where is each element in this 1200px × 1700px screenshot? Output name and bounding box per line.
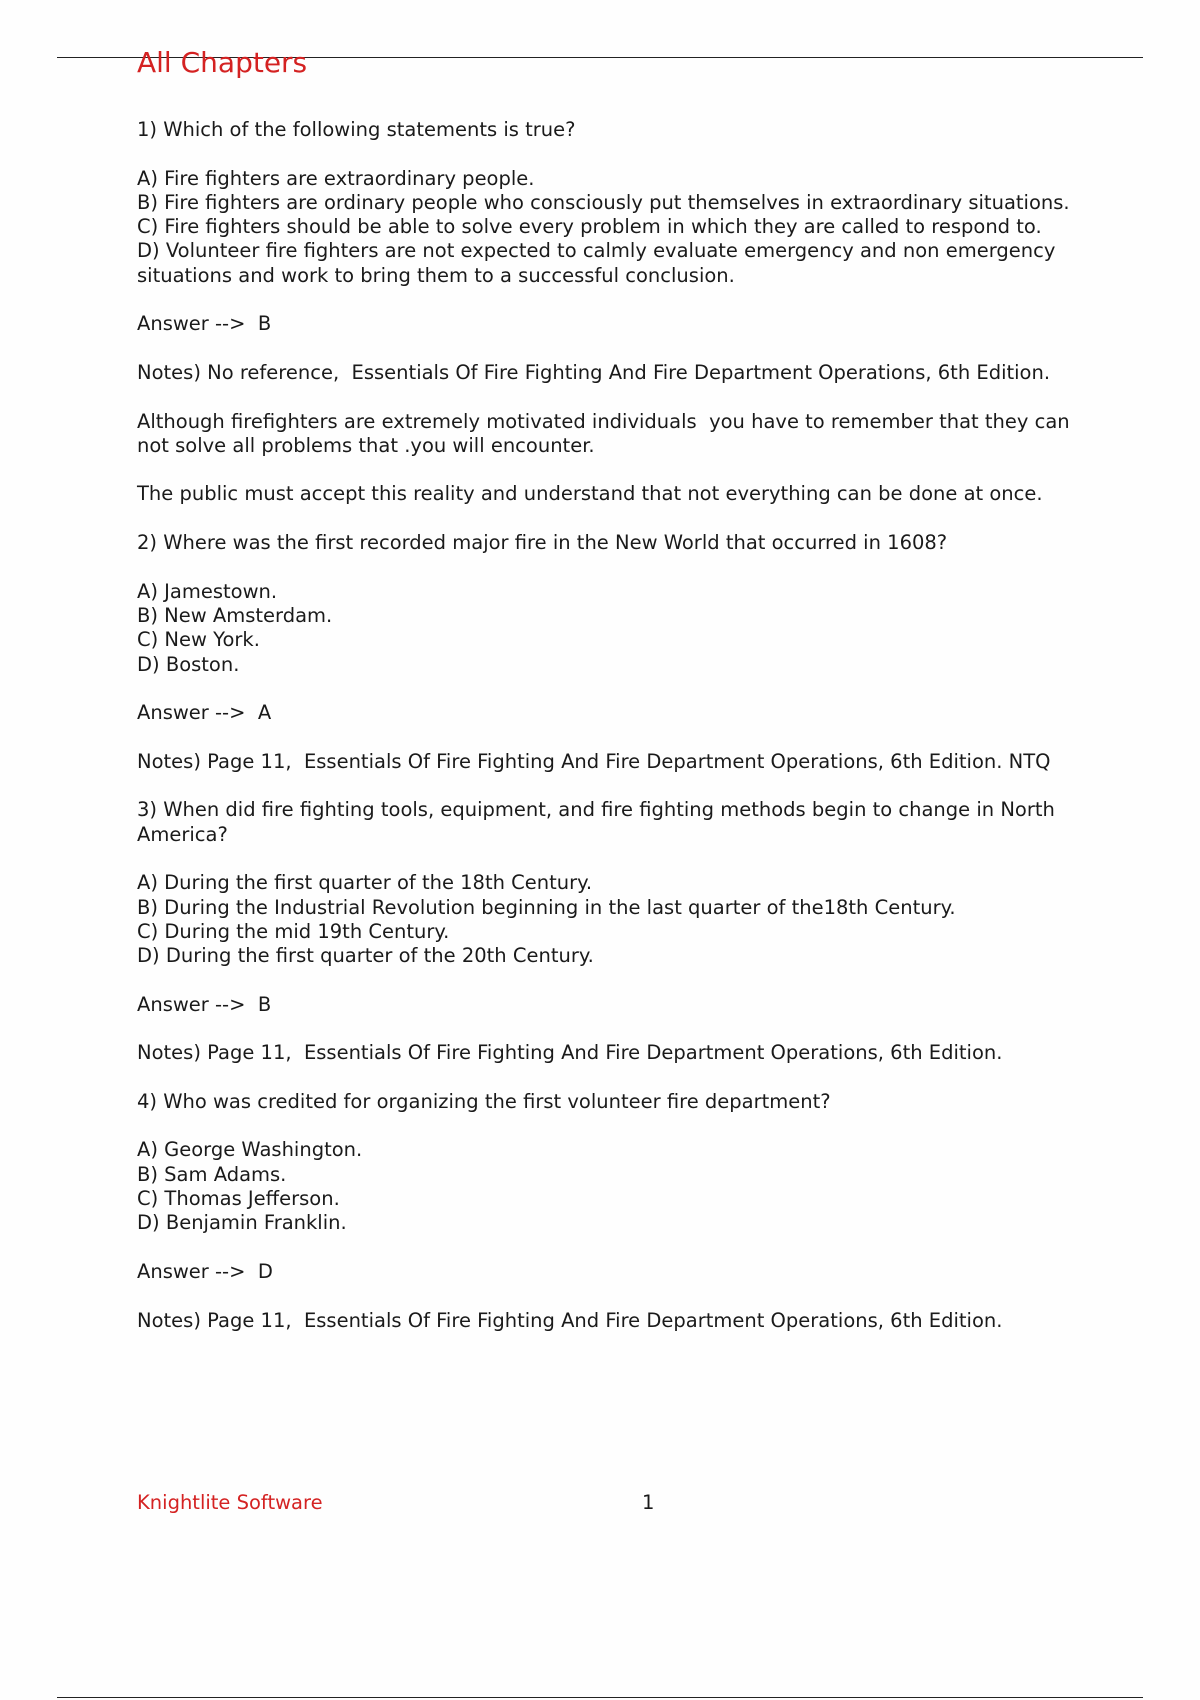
question-4-options [137,1138,1077,1235]
question-3-options [137,871,1077,968]
question-4-option-d: D) Benjamin Franklin. [137,1211,347,1235]
footer-rule [57,1697,1143,1698]
question-4-option-c: C) Thomas Jefferson. [137,1187,340,1211]
page-title: All Chapters [137,46,308,79]
question-1-notes: Notes) No reference, Essentials Of Fire Fighting And Fire Department Operations, 6th Edition. [137,360,1051,384]
question-3-option-c: C) During the mid 19th Century. [137,919,450,943]
question-4-option-b: B) Sam Adams. [137,1162,287,1186]
page-number: 1 [642,1491,655,1514]
question-3-notes: Notes) Page 11, Essentials Of Fire Fighting And Fire Department Operations, 6th Edition. [137,1041,1003,1065]
question-1-options [137,167,1077,288]
question-1-explanation-2: The public must accept this reality and understand that not everything can be done at once. [137,482,1043,506]
question-4-option-a: A) George Washington. [137,1138,363,1162]
question-2-option-d: D) Boston. [137,652,240,676]
question-3-text: 3) When did fire fighting tools, equipment, and fire fighting methods begin to change in North America? [137,798,1055,846]
question-1-option-c: C) Fire fighters should be able to solve every problem in which they are called to respond to. [137,215,1042,239]
question-2-notes: Notes) Page 11, Essentials Of Fire Fighting And Fire Department Operations, 6th Edition. NTQ [137,749,1051,773]
question-3-option-a: A) During the first quarter of the 18th Century. [137,871,593,895]
question-1-option-d: D) Volunteer fire fighters are not expected to calmly evaluate emergency and non emergency situations and work to bring them to a successful conclusion. [137,239,1056,287]
question-3-option-b: B) During the Industrial Revolution beginning in the last quarter of the18th Century. [137,895,956,919]
question-1-option-a: A) Fire fighters are extraordinary people. [137,166,535,190]
question-1-text: 1) Which of the following statements is true? [137,118,576,141]
question-2-text: 2) Where was the first recorded major fire in the New World that occurred in 1608? [137,531,948,555]
footer-brand: Knightlite Software [137,1491,323,1514]
question-2-answer: Answer --> A [137,701,272,725]
question-4-notes: Notes) Page 11, Essentials Of Fire Fighting And Fire Department Operations, 6th Edition. [137,1308,1003,1332]
question-4-answer: Answer --> D [137,1259,273,1283]
questions-body [137,118,1077,1357]
question-2-option-a: A) Jamestown. [137,579,278,603]
question-1-answer: Answer --> B [137,312,272,336]
question-3-option-d: D) During the first quarter of the 20th Century. [137,944,594,968]
question-2-options [137,580,1077,677]
question-1-option-b: B) Fire fighters are ordinary people who consciously put themselves in extraordinary situations. [137,190,1070,214]
question-1-explanation-1: Although firefighters are extremely motivated individuals you have to remember that they can not solve all problems that .you will encounter. [137,409,1076,457]
question-2-option-b: B) New Amsterdam. [137,603,333,627]
question-2-option-c: C) New York. [137,628,260,652]
question-3-answer: Answer --> B [137,992,272,1016]
question-4-text: 4) Who was credited for organizing the first volunteer fire department? [137,1089,831,1113]
